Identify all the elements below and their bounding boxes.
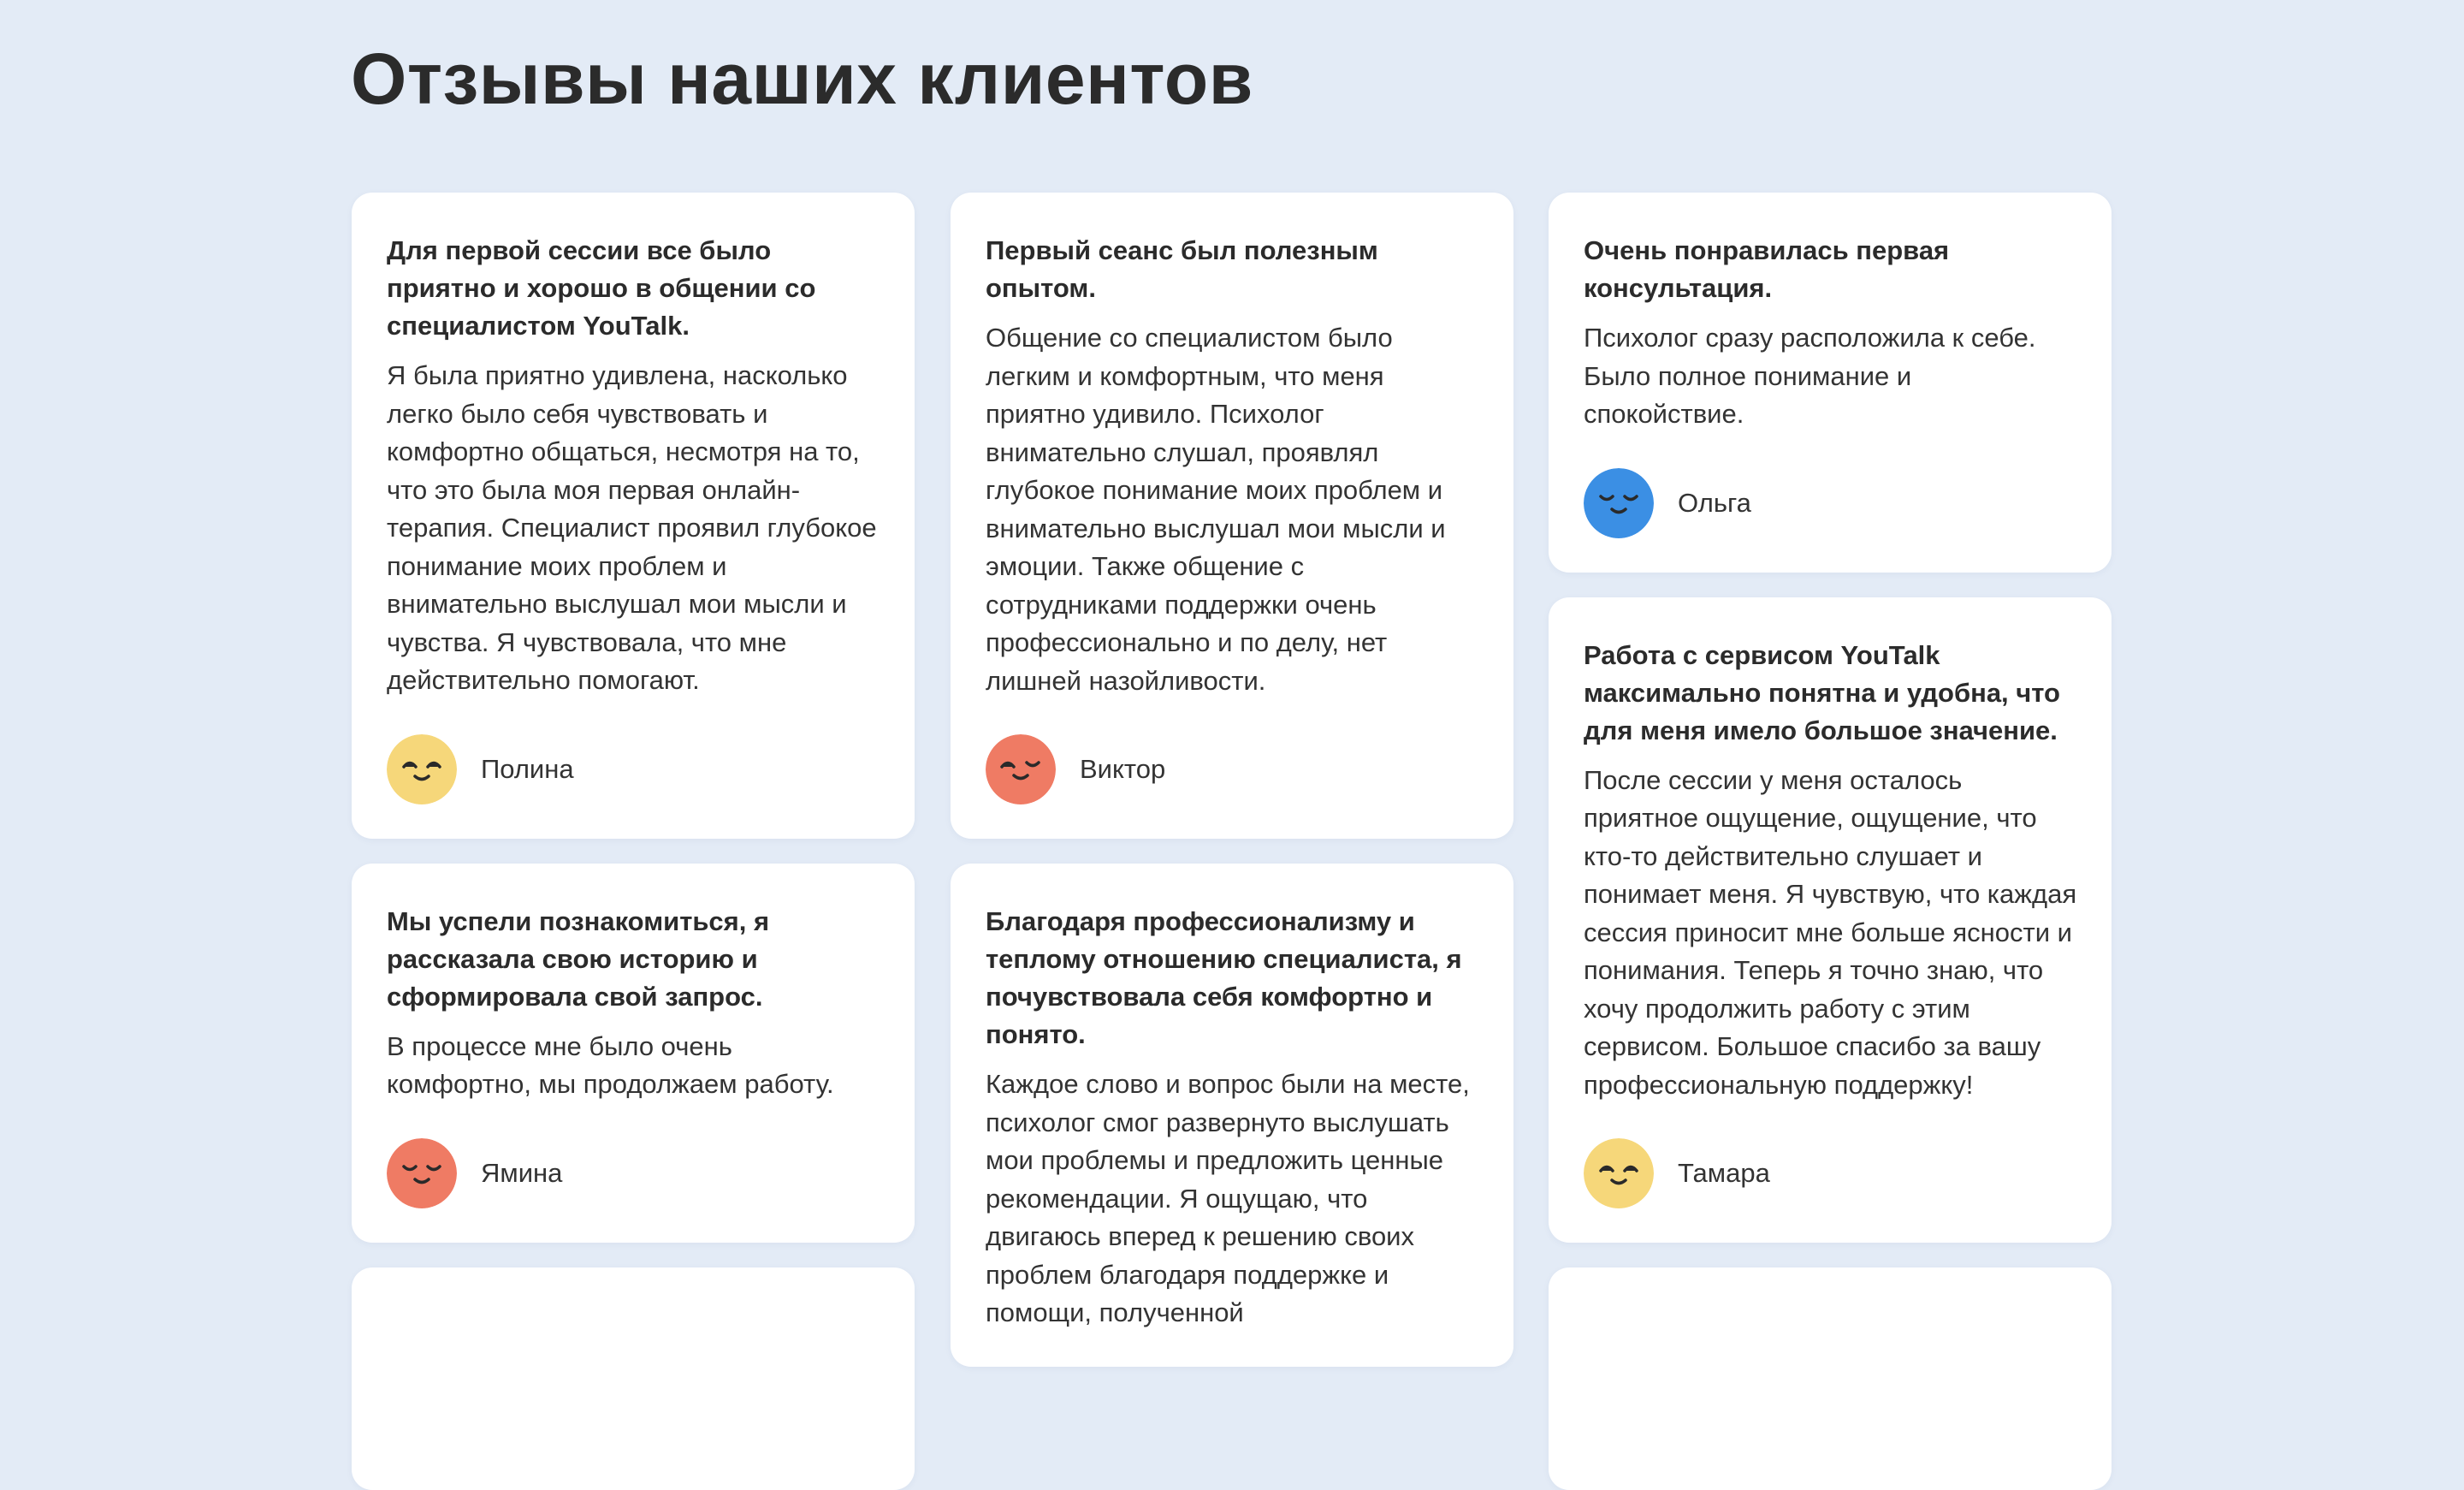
review-author: [387, 734, 880, 804]
smiling-face-icon: [387, 734, 457, 804]
page-title: Отзывы наших клиентов: [351, 39, 1253, 119]
review-text: После сессии у меня осталось приятное ощущение, ощущение, что кто-то действительно слушает и понимает меня. Я чувствую, что каждая сессия приносит мне больше ясности и понимания. Теперь я точно знаю, что хочу продолжить работу с этим сервисом. Большое спасибо за вашу профессиональную поддержку!: [1584, 764, 2077, 1100]
review-text: Я была приятно удивлена, насколько легко было себя чувствовать и комфортно общаться, несмотря на то, что это была моя первая онлайн-терапия. Специалист проявил глубокое понимание моих проблем и внимательно выслушал мои мысли и чувства. Я чувствовала, что мне действительно помогают.: [387, 360, 877, 695]
review-card: [951, 864, 1513, 1367]
review-card: [1549, 193, 2112, 573]
calm-face-icon: [1584, 468, 1654, 538]
review-card: [1549, 597, 2112, 1244]
review-author: [1584, 1138, 2077, 1208]
review-text: Психолог сразу расположила к себе. Было полное понимание и спокойствие.: [1584, 323, 2036, 429]
author-name: Полина: [481, 753, 574, 784]
review-card: [352, 864, 915, 1243]
reviews-column-3: [1549, 193, 2112, 1490]
review-text: В процессе мне было очень комфортно, мы продолжаем работу.: [387, 1030, 834, 1099]
author-name: Ольга: [1678, 487, 1751, 518]
review-title: Очень понравилась первая консультация.: [1584, 235, 1950, 303]
winking-face-icon: [986, 734, 1056, 804]
review-author: [1584, 468, 2077, 538]
review-text: Каждое слово и вопрос были на месте, психолог смог развернуто выслушать мои проблемы и предложить ценные рекомендации. Я ощущаю, что двигаюсь вперед к решению своих проблем благодаря поддержке и помощи, полученной: [986, 1069, 1470, 1327]
smiling-face-icon: [1584, 1138, 1654, 1208]
reviews-column-1: [352, 193, 915, 1490]
review-card: [352, 193, 915, 839]
review-card: [1549, 1267, 2112, 1490]
review-card: [352, 1267, 915, 1490]
review-author: [387, 1138, 880, 1208]
review-author: [986, 734, 1479, 804]
review-card: [951, 193, 1513, 839]
review-title: Для первой сессии все было приятно и хорошо в общении со специалистом YouTalk.: [387, 235, 816, 341]
author-name: Виктор: [1080, 754, 1166, 784]
author-name: Ямина: [481, 1157, 563, 1188]
author-name: Тамара: [1678, 1158, 1770, 1188]
review-title: Мы успели познакомиться, я рассказала свою историю и сформировала свой запрос.: [387, 905, 770, 1012]
review-title: Первый сеанс был полезным опытом.: [986, 235, 1378, 303]
review-title: Работа с сервисом YouTalk максимально понятна и удобна, что для меня имело большое значение.: [1584, 639, 2060, 745]
reviews-column-2: [951, 193, 1513, 1367]
review-title: Благодаря профессионализму и теплому отношению специалиста, я почувствовала себя комфортно и понято.: [986, 906, 1462, 1049]
review-text: Общение со специалистом было легким и комфортным, что меня приятно удивило. Психолог внимательно слушал, проявлял глубокое понимание моих проблем и внимательно выслушал мои мысли и эмоции. Также общение с сотрудниками поддержки очень профессионально и по делу, нет лишней назойливости.: [986, 323, 1446, 696]
calm-face-icon: [387, 1138, 457, 1208]
